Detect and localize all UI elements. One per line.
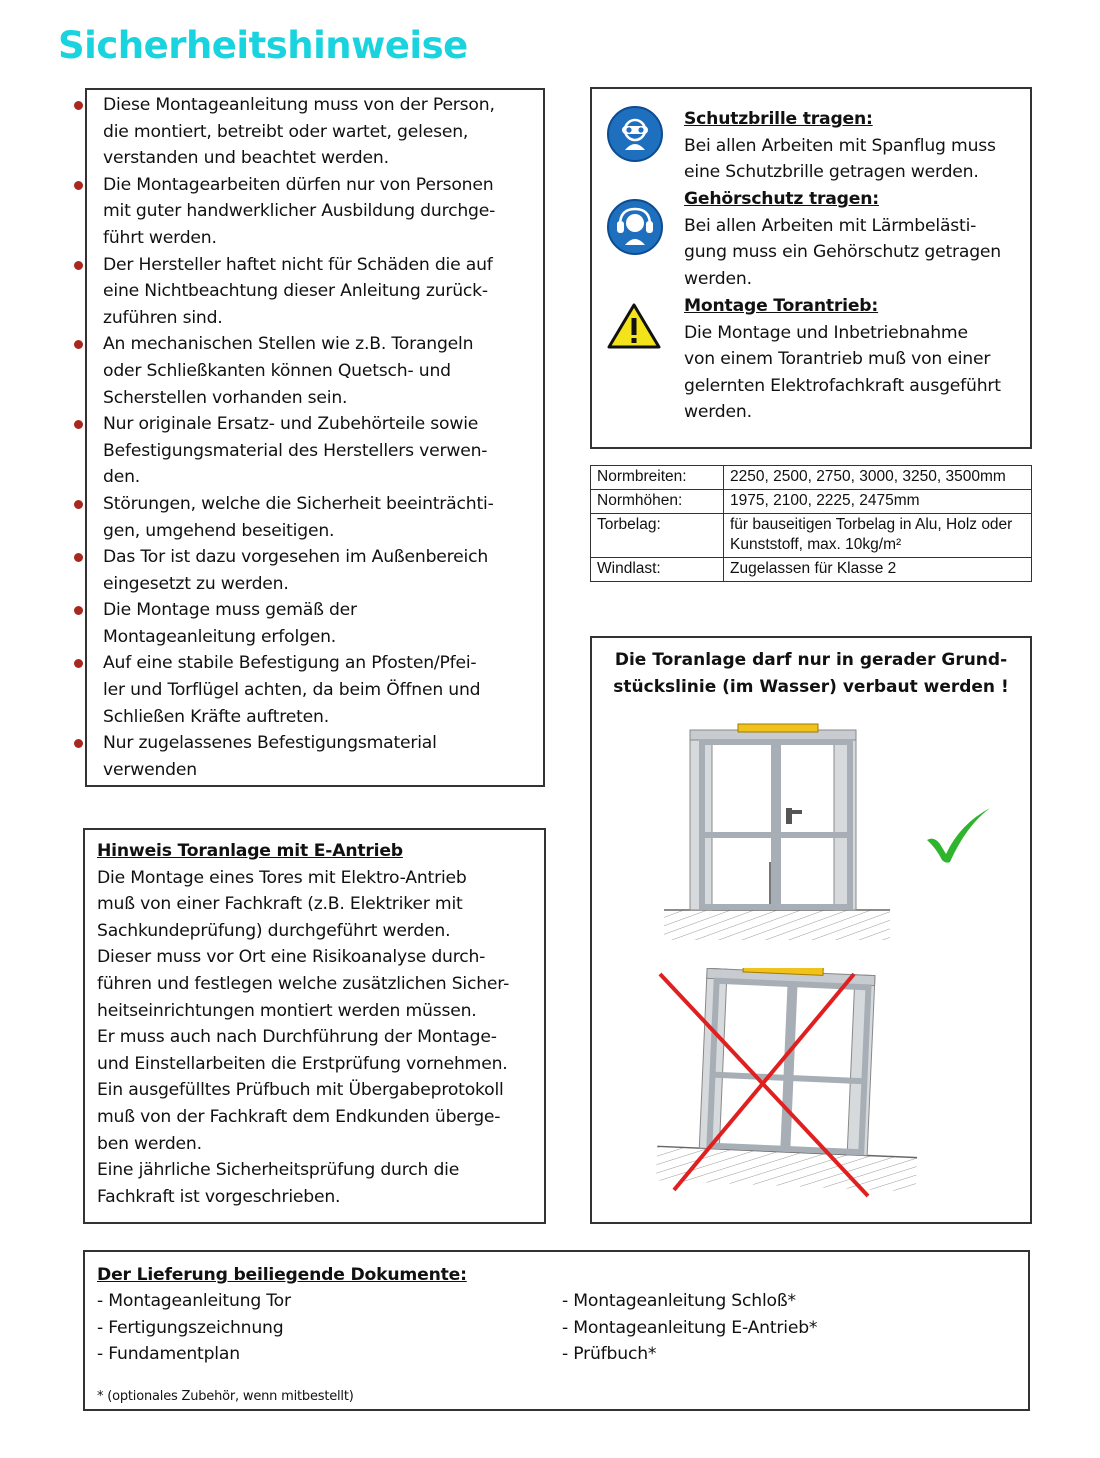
documents-footnote: * (optionales Zubehör, wenn mitbestellt) (97, 1389, 354, 1404)
documents-left-list (97, 1288, 291, 1368)
list-item: Störungen, welche die Sicherheit beeinträchti- gen, umgehend beseitigen. (103, 491, 537, 544)
spec-key: Windlast: (591, 558, 724, 582)
table-row (591, 466, 1032, 490)
bullet-icon (74, 606, 83, 615)
bullet-icon (74, 739, 83, 748)
bullet-icon (74, 261, 83, 270)
list-item: Der Hersteller haftet nicht für Schäden die auf eine Nichtbeachtung dieser Anleitung zurück- zuführen sind. (103, 252, 537, 332)
list-item: Das Tor ist dazu vorgesehen im Außenbereich eingesetzt zu werden. (103, 544, 537, 597)
list-item: Nur zugelassenes Befestigungsmaterial verwenden (103, 730, 537, 783)
safety-goggles-icon (607, 106, 663, 162)
gate-notice-heading: Die Toranlage darf nur in gerader Grund- stückslinie (im Wasser) verbaut werden ! (613, 650, 1009, 697)
bullet-icon (74, 659, 83, 668)
list-item: - Montageanleitung E-Antrieb* (562, 1317, 818, 1338)
list-item: Diese Montageanleitung muss von der Person, die montiert, betreibt oder wartet, gelesen, verstanden und beachtet werden. (103, 92, 537, 172)
gate-level-correct-illustration (662, 722, 892, 947)
gate-slanted-wrong-illustration (654, 968, 924, 1213)
warning-triangle-icon (606, 302, 662, 350)
list-item: - Prüfbuch* (562, 1344, 657, 1365)
spec-table (590, 465, 1032, 582)
spec-key: Torbelag: (591, 514, 724, 558)
spec-key: Normbreiten: (591, 466, 724, 490)
spec-value: 2250, 2500, 2750, 3000, 3250, 3500mm (724, 466, 1032, 490)
documents-box (83, 1250, 1030, 1411)
list-item: - Montageanleitung Schloß* (562, 1291, 796, 1311)
safety-instructions-box (85, 88, 545, 787)
table-row (591, 558, 1032, 582)
list-item: - Fertigungszeichnung (97, 1317, 284, 1338)
spec-value: 1975, 2100, 2225, 2475mm (724, 490, 1032, 514)
spec-value: Zugelassen für Klasse 2 (724, 558, 1032, 582)
goggles-notice: Schutzbrille tragen: Bei allen Arbeiten mit Spanflug muss eine Schutzbrille getragen werden. (684, 109, 996, 183)
list-item: - Montageanleitung Tor (97, 1291, 291, 1311)
bullet-icon (74, 101, 83, 110)
checkmark-icon (924, 806, 994, 866)
gate-alignment-box (590, 636, 1032, 1224)
ppe-notice-box (590, 87, 1032, 449)
spec-key: Normhöhen: (591, 490, 724, 514)
list-item: Nur originale Ersatz- und Zubehörteile sowie Befestigungsmaterial des Herstellers verwen- den. (103, 411, 537, 491)
drive-notice-heading: Hinweis Toranlage mit E-Antrieb (97, 841, 403, 861)
spec-value: für bauseitigen Torbelag in Alu, Holz oder Kunststoff, max. 10kg/m² (724, 514, 1032, 558)
list-item: An mechanischen Stellen wie z.B. Torangeln oder Schließkanten können Quetsch- und Scherstellen vorhanden sein. (103, 331, 537, 411)
list-item: - Fundamentplan (97, 1344, 240, 1365)
bullet-icon (74, 340, 83, 349)
hearing-protection-icon (607, 199, 663, 255)
documents-right-list (562, 1288, 817, 1368)
bullet-icon (74, 553, 83, 562)
operator-notice: Montage Torantrieb: Die Montage und Inbetriebnahme von einem Torantrieb muß von einer gelernten Elektrofachkraft ausgeführt werden. (684, 296, 1001, 423)
page-title: Sicherheitshinweise (58, 24, 468, 67)
list-item: Die Montage muss gemäß der Montageanleitung erfolgen. (103, 597, 537, 650)
table-row (591, 490, 1032, 514)
list-item: Die Montagearbeiten dürfen nur von Personen mit guter handwerklicher Ausbildung durchge- führt werden. (103, 172, 537, 252)
electric-drive-notice-box: Hinweis Toranlage mit E-Antrieb Die Montage eines Tores mit Elektro-Antrieb muß von einer Fachkraft (z.B. Elektriker mit Sachkundeprüfung) durchgeführt werden. Dieser muss vor Ort eine Risikoanalyse durch- führen und festlegen welche zusätzlichen Sicher- heitseinrichtungen montiert werden müssen. Er muss auch nach Durchführung der Montage- und Einstellarbeiten die Erstprüfung vornehmen. Ein ausgefülltes Prüfbuch mit Übergabeprotokoll muß von der Fachkraft dem Endkunden überge- ben werden. Eine jährliche Sicherheitsprüfung durch die Fachkraft ist vorgeschrieben. (83, 828, 546, 1224)
bullet-icon (74, 181, 83, 190)
documents-heading: Der Lieferung beiliegende Dokumente: (97, 1265, 467, 1285)
list-item: Auf eine stabile Befestigung an Pfosten/Pfei- ler und Torflügel achten, da beim Öffnen und Schließen Kräfte auftreten. (103, 650, 537, 730)
bullet-icon (74, 420, 83, 429)
table-row (591, 514, 1032, 558)
bullet-icon (74, 500, 83, 509)
hearing-notice: Gehörschutz tragen: Bei allen Arbeiten mit Lärmbelästi- gung muss ein Gehörschutz getragen werden. (684, 189, 1001, 289)
